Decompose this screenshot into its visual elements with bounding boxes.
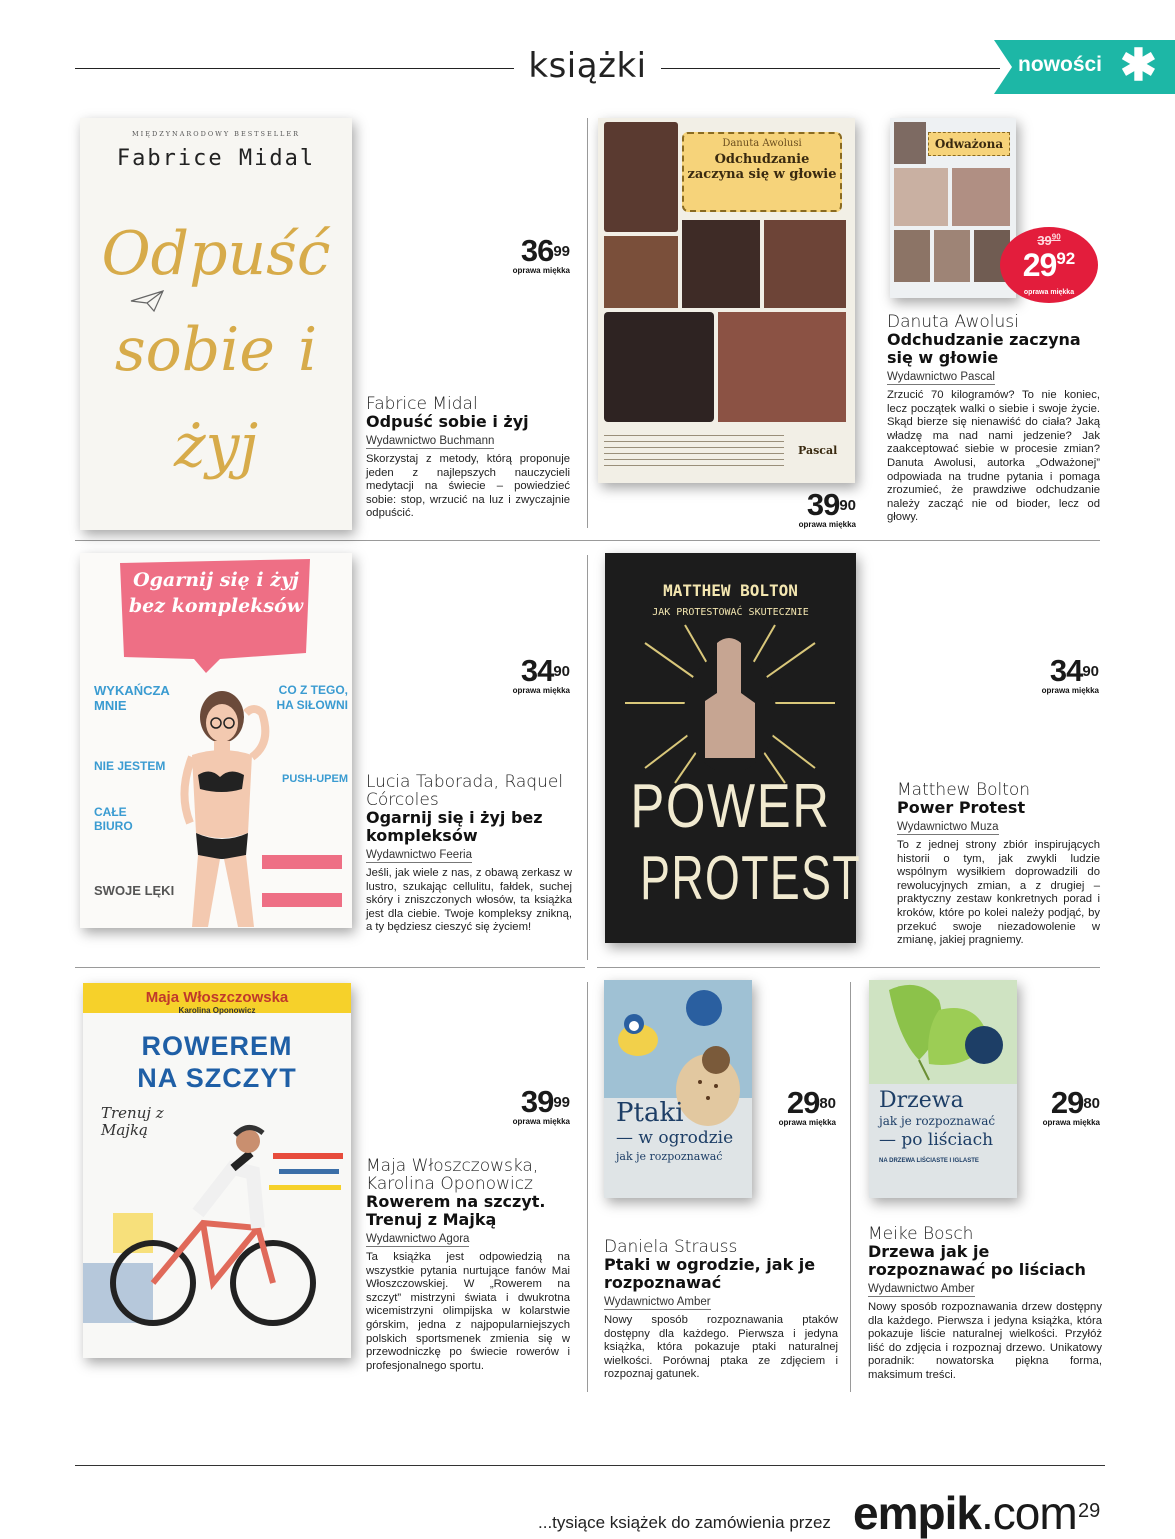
book-cover-drzewa[interactable] — [869, 980, 1017, 1198]
cover-title: ROWEREM — [141, 1031, 293, 1061]
cover-title: jak je rozpoznawać — [879, 1114, 996, 1128]
price-power-protest: $34^{90}$ oprawa miękka — [1041, 653, 1099, 695]
cover-title: Ptaki — [616, 1098, 684, 1128]
cover-note: SWOJE LĘKI — [94, 883, 175, 898]
cover-title: — w ogrodzie — [616, 1128, 734, 1148]
section-title: książki — [0, 46, 1175, 86]
book-author: Danuta Awolusi — [887, 312, 1019, 332]
book-description: Skorzystaj z metody, którą proponuje jeden z najlepszych nauczycieli medytacji na świecie – powiedzieć sobie: stop, wrzucić na luz i zwyczajnie odpuścić. — [366, 453, 570, 520]
divider-v-row1 — [587, 118, 588, 528]
cover-photo — [718, 312, 846, 422]
cover-title: jak je rozpoznawać — [616, 1150, 723, 1163]
book-publisher[interactable]: Wydawnictwo Pascal — [887, 371, 995, 383]
cover-photo — [604, 122, 678, 232]
book-author: Fabrice Midal — [366, 394, 478, 414]
book-cover-ogarnij[interactable] — [80, 553, 352, 928]
cover-author: Danuta Awolusi — [722, 138, 802, 149]
brand-logo[interactable]: empik.com — [853, 1487, 1077, 1539]
book-info-ogarnij — [366, 773, 572, 935]
book-publisher[interactable]: Wydawnictwo Agora — [366, 1233, 470, 1245]
book-cover-power-protest[interactable] — [605, 553, 862, 943]
cover-author: MATTHEW BOLTON — [663, 581, 798, 600]
cover-photo — [764, 220, 846, 308]
book-info-power-protest — [897, 781, 1100, 948]
divider-h-row1 — [75, 540, 1100, 541]
cover-title: — po liściach — [879, 1130, 994, 1150]
book-info-odchudzanie — [887, 313, 1100, 525]
footer-rule — [75, 1465, 1105, 1466]
paper-plane-icon — [130, 290, 164, 312]
book-cover-odpusc[interactable] — [80, 118, 352, 530]
divider-h-row2-left — [75, 967, 585, 968]
book-publisher[interactable]: Wydawnictwo Buchmann — [366, 435, 495, 447]
cover-sticker — [686, 990, 722, 1026]
cover-title: Odpuść sobie i żyj — [101, 219, 331, 481]
book-author: Daniela Strauss — [604, 1237, 738, 1257]
book-description: Zrzucić 70 kilogramów? To nie koniec, lecz początek walki o siebie i swoje życie. Skąd bierze się nienawiść do ciała? Jaką władzę ma nad nami jedzenie? Jak zaakceptować siebie w procesie zmian? Danuta Awolusi, autorka „Odważonej” odpowiada na trudne pytania i pomaga zrozumieć, że prawdziwe odchudzanie należy zacząć nie od bioder, lecz od głowy. — [887, 389, 1100, 524]
book-description: Nowy sposób rozpoznawania ptaków dostępny dla każdego. Pierwsza i jedyna książka, która pokazuje ptaki naturalnej wielkości. Porównaj ptaka ze zdjęciem i rozpoznaj gatunek. — [604, 1314, 838, 1381]
book-cover-ptaki[interactable] — [604, 980, 752, 1198]
book-author: Maja Włoszczowska, Karolina Oponowicz — [366, 1156, 539, 1194]
sale-badge: $39^{90}$ $29^{92}$ oprawa miękka — [1000, 227, 1098, 303]
book-info-rowerem — [366, 1157, 570, 1373]
book-cover-odchudzanie[interactable] — [598, 118, 855, 483]
price-ptaki: $29^{80}$ oprawa miękka — [778, 1085, 836, 1127]
cover-pink-label — [262, 893, 342, 907]
price-odchudzanie: $39^{90}$ oprawa miękka — [798, 487, 856, 529]
cover-photo — [894, 168, 948, 226]
book-description: Ta książka jest odpowiedzią na wszystkie pytania nurtujące fanów Mai Włoszczowskiej. W „Rowerem na szczyt” mistrzyni świata i dwukrotna wicemistrzyni olimpijska w kolarstwie górskim, jedna z najpopularniejszych polskich sportsmenek zmienia się w przewodniczkę po świecie rowerów i profesjonalnego sportu. — [366, 1251, 570, 1372]
cover-note: NIE JESTEM — [94, 759, 166, 773]
book-title[interactable]: Drzewa jak je rozpoznawać po liściach — [868, 1242, 1086, 1279]
cover-subtitle: NA DRZEWA LIŚCIASTE I IGLASTE — [879, 1158, 979, 1164]
cover-bestseller: MIĘDZYNARODOWY BESTSELLER — [132, 130, 300, 138]
cover-note: CAŁE BIURO — [94, 805, 133, 833]
cover-cyclist — [83, 1113, 351, 1358]
book-cover-rowerem[interactable] — [83, 983, 351, 1358]
book-cover-odwazona[interactable] — [890, 118, 1016, 298]
cover-publisher: Pascal — [798, 444, 838, 457]
cover-title: Odchudzanie zaczyna się w głowie — [687, 152, 837, 182]
cover-title: Odważona — [928, 132, 1010, 156]
page-number: 29 — [1078, 1500, 1101, 1522]
footer-tagline: ...tysiące książek do zamówienia przez — [538, 1513, 831, 1532]
cover-photo — [682, 220, 760, 308]
cover-title: NA SZCZYT — [137, 1063, 297, 1093]
cover-coauthor: Karolina Oponowicz — [178, 1006, 256, 1015]
cover-title: POWER — [630, 772, 831, 841]
cover-photo — [934, 230, 970, 282]
divider-h-row2-right — [597, 967, 1100, 968]
cover-note: WYKAŃCZA MNIE — [94, 683, 170, 713]
book-author: Matthew Bolton — [897, 780, 1031, 800]
divider-v-row2 — [587, 555, 588, 960]
divider-v-row3b — [850, 982, 851, 1392]
cover-note: PUSH-UPEM — [281, 773, 348, 785]
cover-sticker — [965, 1026, 1003, 1064]
asterisk-icon: ✱ — [1120, 41, 1157, 90]
cover-pink-label — [262, 855, 342, 869]
cover-author: Maja Włoszczowska — [145, 989, 289, 1006]
book-title[interactable]: Rowerem na szczyt. Trenuj z Majką — [366, 1192, 546, 1229]
cover-title: Ogarnij się i żyj bez kompleksów — [128, 569, 304, 617]
book-info-odpusc — [366, 395, 570, 521]
cover-photo — [604, 312, 714, 422]
book-title[interactable]: Ptaki w ogrodzie, jak je rozpoznawać — [604, 1255, 816, 1292]
book-title[interactable]: Odchudzanie zaczyna się w głowie — [887, 330, 1081, 367]
price-rowerem: $39^{99}$ oprawa miękka — [512, 1084, 570, 1126]
price-ogarnij: $34^{90}$ oprawa miękka — [512, 653, 570, 695]
book-info-ptaki — [604, 1238, 838, 1382]
book-publisher[interactable]: Wydawnictwo Amber — [868, 1283, 975, 1295]
cover-photo — [604, 236, 678, 308]
cover-subtitle: JAK PROTESTOWAĆ SKUTECZNIE — [652, 607, 809, 618]
cover-photo — [952, 168, 1010, 226]
book-author: Lucia Taborada, Raquel Córcoles — [366, 772, 564, 810]
book-description: To z jednej strony zbiór inspirujących historii o tym, jak zwykli ludzie wspólnym wysiłkiem doprowadzili do rewolucyjnych zmian, a z drugiej – praktyczny zestaw konkretnych porad i kroków, które po kolei należy podjąć, by przekuć swoje niezadowolenie w zmianę, jakiej pragniemy. — [897, 839, 1100, 947]
cover-note: CO Z TEGO, HA SIŁOWNI — [276, 683, 348, 712]
price-odpusc: $36^{99}$ oprawa miękka — [512, 233, 570, 275]
book-author: Meike Bosch — [868, 1224, 974, 1244]
book-description: Jeśli, jak wiele z nas, z obawą zerkasz w lustro, szukając cellulitu, fałdek, suchej skóry i zniszczonych włosów, ta książka jest dla ciebie. Twoje kompleksy znikną, a ty będziesz cieszyć się życiem! — [366, 867, 572, 934]
cover-title: Drzewa — [879, 1088, 964, 1113]
divider-v-row3a — [587, 982, 588, 1392]
cover-photo — [894, 230, 930, 282]
book-description: Nowy sposób rozpoznawania drzew dostępny dla każdego. Pierwsza i jedyna książka, która pokazuje liście naturalnej wielkości. Przyłóż liść do zdjęcia i rozpoznaj drzewo. Unikatowy poradnik: nowatorska piękna forma, maksimum treści. — [868, 1301, 1102, 1381]
new-tag-label: nowości — [1018, 53, 1103, 76]
cover-blurb — [604, 430, 784, 466]
book-title[interactable]: Odpuść sobie i żyj — [366, 412, 529, 431]
book-info-drzewa — [868, 1225, 1102, 1383]
cover-illustration — [168, 683, 278, 928]
cover-title: PROTEST — [640, 844, 862, 913]
book-publisher[interactable]: Wydawnictwo Muza — [897, 821, 999, 833]
book-publisher[interactable]: Wydawnictwo Feeria — [366, 849, 472, 861]
cover-photo — [894, 122, 926, 164]
book-title[interactable]: Ogarnij się i żyj bez kompleksów — [366, 808, 543, 845]
price-drzewa: $29^{80}$ oprawa miękka — [1042, 1085, 1100, 1127]
cover-script: Trenuj z Majką — [101, 1104, 164, 1139]
cover-author: Fabrice Midal — [116, 146, 316, 171]
book-title[interactable]: Power Protest — [897, 798, 1026, 817]
book-publisher[interactable]: Wydawnictwo Amber — [604, 1296, 711, 1308]
